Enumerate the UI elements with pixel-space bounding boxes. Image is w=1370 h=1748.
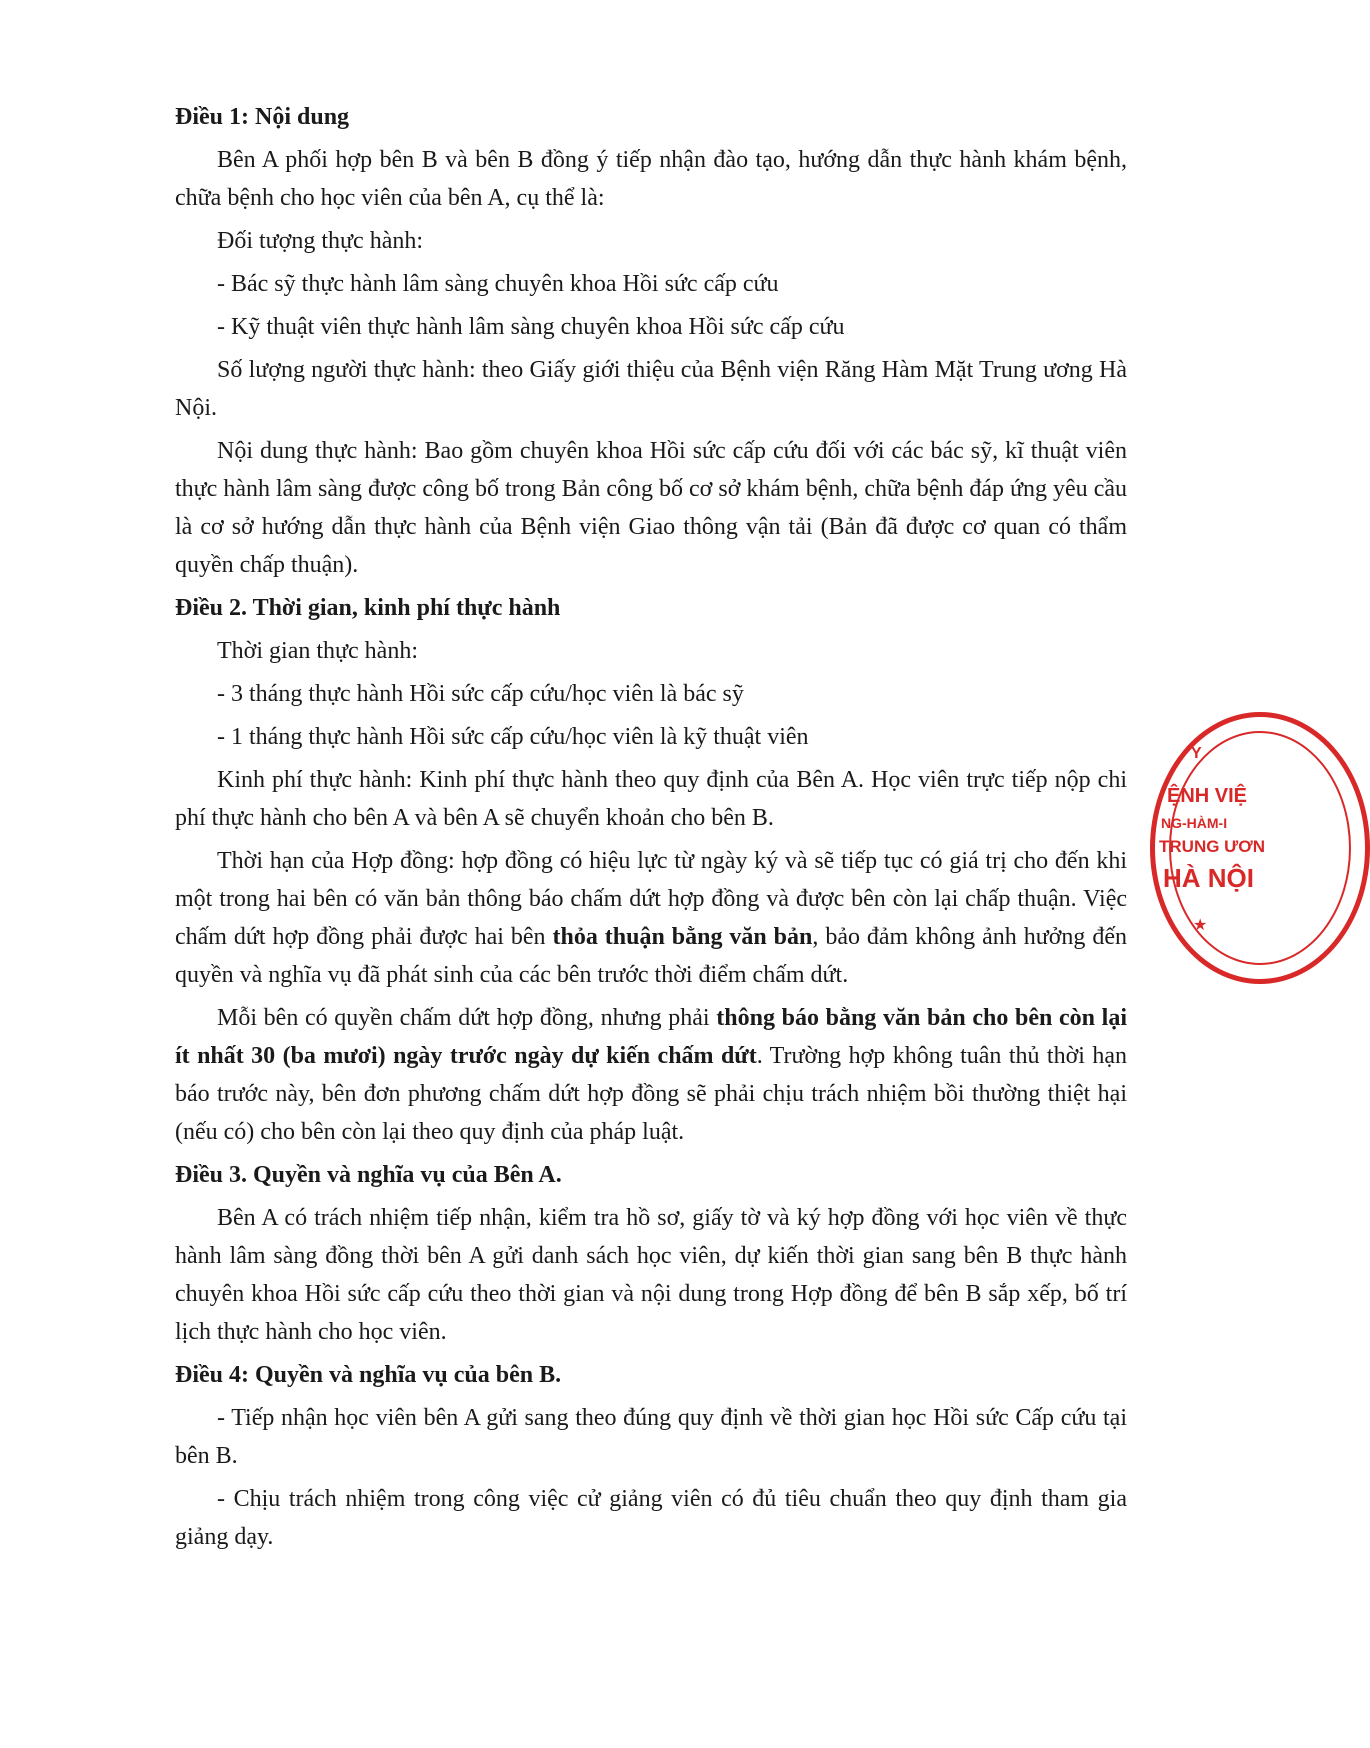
stamp-text-line-4: HÀ NỘI <box>1163 863 1254 893</box>
article-1-paragraph-3: Số lượng người thực hành: theo Giấy giới thiệu của Bệnh viện Răng Hàm Mặt Trung ương Hà Nội. <box>175 357 1127 421</box>
stamp-star-icon: ★ <box>1193 917 1208 934</box>
article-2-p3-text-c: , bảo đảm không ảnh hưởng đến quyền và nghĩa vụ đã phát sinh của các bên trước thời điểm chấm dứt. <box>175 924 1127 988</box>
document-page <box>175 0 1127 1748</box>
article-2-paragraph-3 <box>175 842 1127 994</box>
article-2-paragraph-1: Thời gian thực hành: <box>217 638 418 664</box>
article-2-paragraph-4 <box>175 999 1127 1151</box>
article-2-p3-bold: thỏa thuận bằng văn bản <box>552 924 813 950</box>
article-1-heading: Điều 1: Nội dung <box>175 104 350 130</box>
article-1-paragraph-4: Nội dung thực hành: Bao gồm chuyên khoa Hồi sức cấp cứu đối với các bác sỹ, kĩ thuật viên thực hành lâm sàng được công bố trong Bản công bố cơ sở khám bệnh, chữa bệnh đáp ứng yêu cầu là cơ sở hướng dẫn thực hành của Bệnh viện Giao thông vận tải (Bản đã được cơ quan có thẩm quyền chấp thuận). <box>175 438 1127 578</box>
article-1-paragraph-2: Đối tượng thực hành: <box>217 228 424 254</box>
article-2-heading: Điều 2. Thời gian, kinh phí thực hành <box>175 595 561 621</box>
article-4-bullet-1: - Tiếp nhận học viên bên A gửi sang theo đúng quy định về thời gian học Hồi sức Cấp cứu tại bên B. <box>175 1405 1127 1469</box>
article-3-heading: Điều 3. Quyền và nghĩa vụ của Bên A. <box>175 1162 562 1188</box>
article-2-p4-text-c: . Trường hợp không tuân thủ thời hạn báo trước này, bên đơn phương chấm dứt hợp đồng sẽ phải chịu trách nhiệm bồi thường thiệt hại (nếu có) cho bên còn lại theo quy định của pháp luật. <box>175 1043 1127 1145</box>
stamp-text-line-1: ỆNH VIỆ <box>1167 785 1248 807</box>
red-seal-stamp <box>1150 712 1370 984</box>
article-2-paragraph-2: Kinh phí thực hành: Kinh phí thực hành theo quy định của Bên A. Học viên trực tiếp nộp chi phí thực hành cho bên A và bên A sẽ chuyển khoản cho bên B. <box>175 767 1127 831</box>
article-1-paragraph-1: Bên A phối hợp bên B và bên B đồng ý tiếp nhận đào tạo, hướng dẫn thực hành khám bệnh, chữa bệnh cho học viên của bên A, cụ thể là: <box>175 147 1127 211</box>
article-3-paragraph-1: Bên A có trách nhiệm tiếp nhận, kiểm tra hồ sơ, giấy tờ và ký hợp đồng với học viên về thực hành lâm sàng đồng thời bên A gửi danh sách học viên, dự kiến thời gian sang bên B thực hành chuyên khoa Hồi sức cấp cứu theo thời gian và nội dung trong Hợp đồng để bên B sắp xếp, bố trí lịch thực hành cho học viên. <box>175 1205 1127 1345</box>
article-2-bullet-2: - 1 tháng thực hành Hồi sức cấp cứu/học viên là kỹ thuật viên <box>217 724 809 750</box>
stamp-text-line-3: TRUNG ƯƠN <box>1159 837 1266 856</box>
article-2-bullet-1: - 3 tháng thực hành Hồi sức cấp cứu/học viên là bác sỹ <box>217 681 744 707</box>
stamp-text-line-2: NG-HÀM-I <box>1161 815 1228 831</box>
article-4-bullet-2: - Chịu trách nhiệm trong công việc cử giảng viên có đủ tiêu chuẩn theo quy định tham gia giảng dạy. <box>175 1486 1127 1550</box>
article-2-p4-text-a: Mỗi bên có quyền chấm dứt hợp đồng, nhưng phải <box>217 1005 717 1031</box>
stamp-text-top: Y <box>1191 745 1202 762</box>
article-1-bullet-1: - Bác sỹ thực hành lâm sàng chuyên khoa Hồi sức cấp cứu <box>217 271 779 297</box>
article-1-bullet-2: - Kỹ thuật viên thực hành lâm sàng chuyên khoa Hồi sức cấp cứu <box>217 314 845 340</box>
article-2-p3-text-a: Thời hạn của Hợp đồng: hợp đồng có hiệu lực từ ngày ký và sẽ tiếp tục có giá trị cho đến khi một trong hai bên có văn bản thông báo chấm dứt hợp đồng và được bên còn lại chấp thuận. Việc chấm dứt hợp đồng phải được hai bên <box>175 848 1127 950</box>
article-2-p4-bold: thông báo bằng văn bản cho bên còn lại ít nhất 30 (ba mươi) ngày trước ngày dự kiến chấm dứt <box>175 1005 1127 1069</box>
article-4-heading: Điều 4: Quyền và nghĩa vụ của bên B. <box>175 1362 562 1388</box>
